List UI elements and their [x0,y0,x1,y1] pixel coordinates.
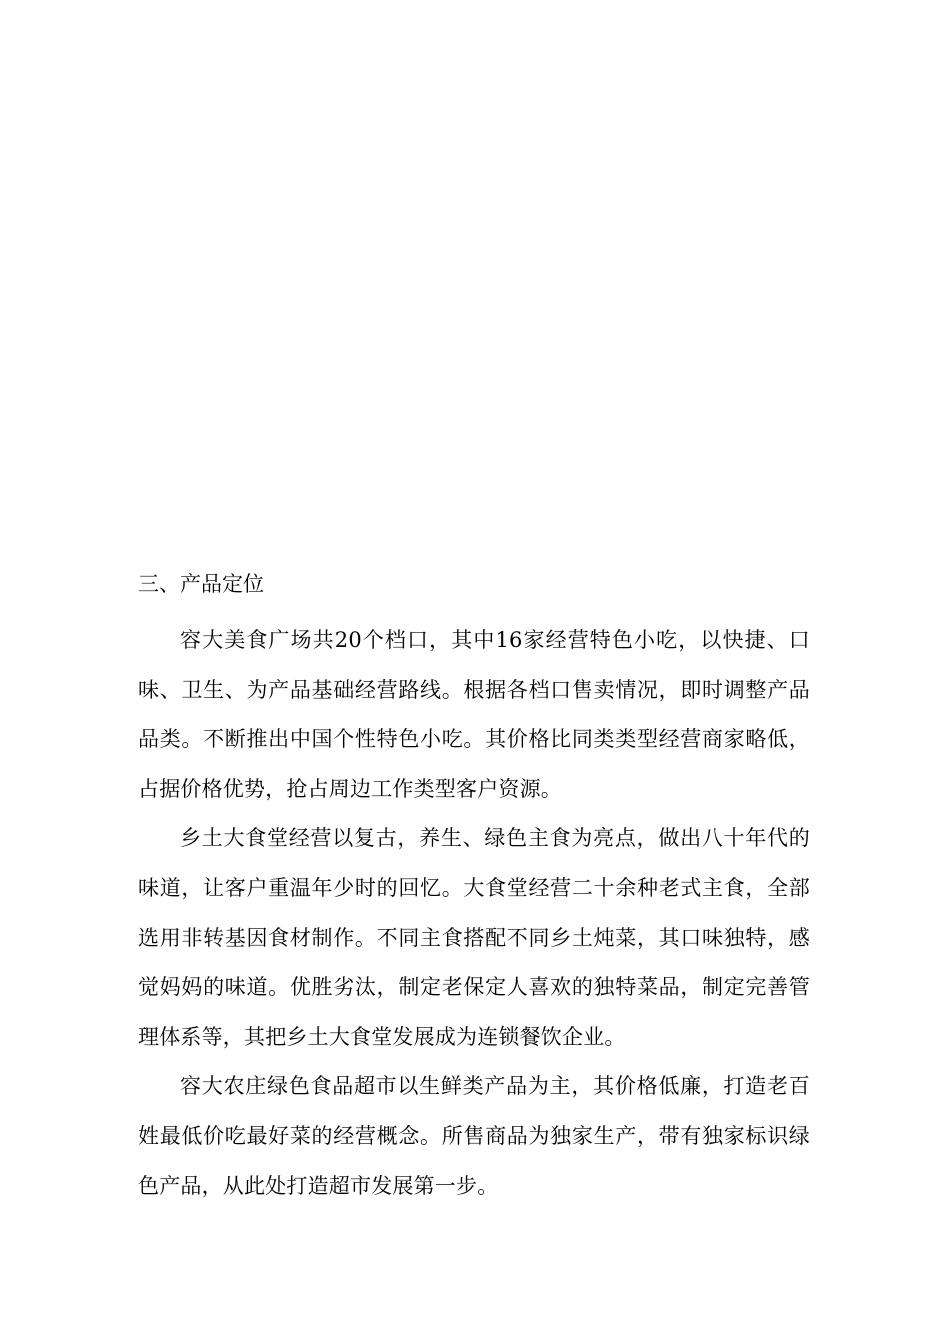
paragraph-food-court: 容大美食广场共20个档口，其中16家经营特色小吃，以快捷、口味、卫生、为产品基础经营路线。根据各档口售卖情况，即时调整产品品类。不断推出中国个性特色小吃。其价格比同类类型经营商家略低，占据价格优势，抢占周边工作类型客户资源。 [138,628,810,801]
section-heading: 三、产品定位 [138,572,264,596]
paragraph-supermarket: 容大农庄绿色食品超市以生鲜类产品为主，其价格低廉，打造老百姓最低价吃最好菜的经营概念。所售商品为独家生产，带有独家标识绿色产品，从此处打造超市发展第一步。 [138,1074,810,1198]
paragraph-canteen: 乡土大食堂经营以复古，养生、绿色主食为亮点，做出八十年代的味道，让客户重温年少时的回忆。大食堂经营二十余种老式主食，全部选用非转基因食材制作。不同主食搭配不同乡土炖菜，其口味独特，感觉妈妈的味道。优胜劣汰，制定老保定人喜欢的独特菜品，制定完善管理体系等，其把乡土大食堂发展成为连锁餐饮企业。 [138,826,810,1049]
document-body [138,568,810,1211]
